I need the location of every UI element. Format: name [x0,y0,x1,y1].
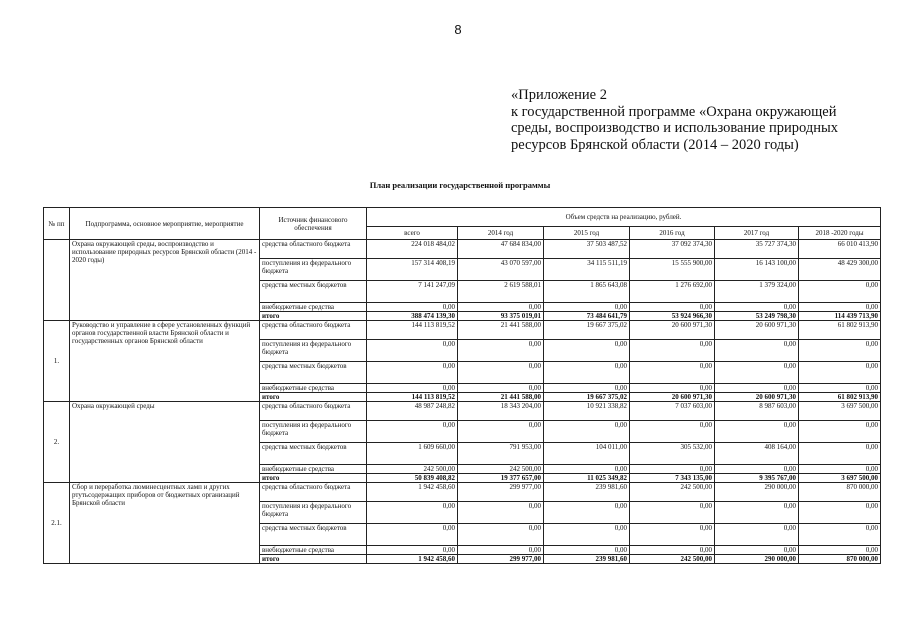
amount-cell: 7 141 247,09 [367,281,458,303]
amount-cell: 0,00 [630,546,715,555]
amount-cell: 239 981,60 [544,555,630,564]
amount-cell: 0,00 [544,546,630,555]
amount-cell: 1 609 660,00 [367,443,458,465]
amount-cell: 0,00 [367,340,458,362]
amount-cell: 0,00 [458,502,544,524]
amount-cell: 290 000,00 [715,483,799,502]
funding-source: средства областного бюджета [260,240,367,259]
funding-source: внебюджетные средства [260,384,367,393]
amount-cell: 242 500,00 [367,465,458,474]
funding-source: итого [260,312,367,321]
amount-cell: 21 441 588,00 [458,393,544,402]
amount-cell: 48 987 248,82 [367,402,458,421]
amount-cell: 18 343 204,00 [458,402,544,421]
amount-cell: 0,00 [367,502,458,524]
header-col-2017: 2017 год [715,227,799,240]
funding-source: поступления из федерального бюджета [260,421,367,443]
amount-cell: 0,00 [799,303,881,312]
row-number: 2.1. [44,483,70,564]
funding-source: средства местных бюджетов [260,362,367,384]
amount-cell: 20 600 971,30 [630,321,715,340]
activity-name: Охрана окружающей среды, воспроизводство и использование природных ресурсов Брянской области (2014 - 2020 годы) [70,240,260,321]
amount-cell: 0,00 [630,384,715,393]
header-source: Источник финансового обеспечения [260,208,367,240]
amount-cell: 224 018 484,02 [367,240,458,259]
funding-source: средства местных бюджетов [260,443,367,465]
amount-cell: 0,00 [715,546,799,555]
amount-cell: 1 865 643,08 [544,281,630,303]
funding-source: итого [260,474,367,483]
amount-cell: 1 379 324,00 [715,281,799,303]
amount-cell: 53 924 966,30 [630,312,715,321]
amount-cell: 1 942 458,60 [367,555,458,564]
amount-cell: 0,00 [630,421,715,443]
header-col-2014: 2014 год [458,227,544,240]
amount-cell: 20 600 971,30 [630,393,715,402]
amount-cell: 0,00 [715,340,799,362]
amount-cell: 0,00 [367,546,458,555]
amount-cell: 0,00 [715,303,799,312]
header-volume: Объем средств на реализацию, рублей. [367,208,881,227]
amount-cell: 0,00 [458,421,544,443]
amount-cell: 48 429 300,00 [799,259,881,281]
row-number: 2. [44,402,70,483]
amount-cell: 37 503 487,52 [544,240,630,259]
amount-cell: 0,00 [630,340,715,362]
amount-cell: 0,00 [367,384,458,393]
amount-cell: 20 600 971,30 [715,393,799,402]
amount-cell: 0,00 [367,524,458,546]
amount-cell: 0,00 [544,362,630,384]
amount-cell: 0,00 [799,524,881,546]
amount-cell: 0,00 [544,384,630,393]
amount-cell: 0,00 [458,524,544,546]
amount-cell: 0,00 [544,524,630,546]
funding-source: внебюджетные средства [260,546,367,555]
amount-cell: 19 667 375,02 [544,321,630,340]
funding-source: средства областного бюджета [260,483,367,502]
amount-cell: 19 377 657,00 [458,474,544,483]
amount-cell: 144 113 819,52 [367,393,458,402]
amount-cell: 2 619 588,01 [458,281,544,303]
plan-table [43,207,881,564]
funding-source: средства местных бюджетов [260,281,367,303]
amount-cell: 20 600 971,30 [715,321,799,340]
amount-cell: 93 375 019,01 [458,312,544,321]
amount-cell: 242 500,00 [458,465,544,474]
amount-cell: 791 953,00 [458,443,544,465]
amount-cell: 290 000,00 [715,555,799,564]
appendix-line: «Приложение 2 [511,87,607,103]
amount-cell: 0,00 [799,362,881,384]
amount-cell: 0,00 [458,340,544,362]
amount-cell: 388 474 139,30 [367,312,458,321]
funding-source: поступления из федерального бюджета [260,259,367,281]
amount-cell: 0,00 [715,421,799,443]
header-col-2018-2020: 2018 -2020 годы [799,227,881,240]
amount-cell: 0,00 [367,362,458,384]
activity-name: Сбор и переработка люминесцентных ламп и других ртутьсодержащих приборов от бюджетных организаций Брянской области [70,483,260,564]
header-col-2015: 2015 год [544,227,630,240]
amount-cell: 408 164,00 [715,443,799,465]
amount-cell: 35 727 374,30 [715,240,799,259]
amount-cell: 37 092 374,30 [630,240,715,259]
table-row [44,402,881,421]
amount-cell: 66 010 413,90 [799,240,881,259]
appendix-line: ресурсов Брянской области (2014 – 2020 годы) [511,136,799,153]
table-row [44,483,881,502]
funding-source: внебюджетные средства [260,303,367,312]
funding-source: средства местных бюджетов [260,524,367,546]
amount-cell: 0,00 [799,340,881,362]
amount-cell: 34 115 511,19 [544,259,630,281]
amount-cell: 3 697 500,00 [799,474,881,483]
amount-cell: 870 000,00 [799,555,881,564]
amount-cell: 104 011,00 [544,443,630,465]
amount-cell: 0,00 [458,362,544,384]
amount-cell: 144 113 819,52 [367,321,458,340]
header-num: № пп [44,208,70,240]
amount-cell: 0,00 [799,502,881,524]
amount-cell: 0,00 [544,421,630,443]
amount-cell: 0,00 [715,502,799,524]
funding-source: средства областного бюджета [260,321,367,340]
amount-cell: 8 987 603,00 [715,402,799,421]
funding-source: поступления из федерального бюджета [260,502,367,524]
amount-cell: 47 684 834,00 [458,240,544,259]
amount-cell: 53 249 798,30 [715,312,799,321]
table-row [44,321,881,340]
amount-cell: 7 343 135,00 [630,474,715,483]
amount-cell: 305 532,00 [630,443,715,465]
amount-cell: 242 500,00 [630,483,715,502]
amount-cell: 1 942 458,60 [367,483,458,502]
amount-cell: 0,00 [630,502,715,524]
amount-cell: 299 977,00 [458,555,544,564]
table-body [44,240,881,564]
amount-cell: 0,00 [799,281,881,303]
amount-cell: 0,00 [715,362,799,384]
header-col-2016: 2016 год [630,227,715,240]
amount-cell: 21 441 588,00 [458,321,544,340]
amount-cell: 0,00 [799,465,881,474]
amount-cell: 0,00 [544,465,630,474]
amount-cell: 0,00 [367,303,458,312]
amount-cell: 0,00 [630,465,715,474]
amount-cell: 0,00 [799,546,881,555]
funding-source: поступления из федерального бюджета [260,340,367,362]
activity-name: Руководство и управление в сфере установленных функций органов государственной власти Брянской области и государственных органов Брянской области [70,321,260,402]
amount-cell: 0,00 [630,524,715,546]
header-name: Подпрограмма, основное мероприятие, мероприятие [70,208,260,240]
activity-name: Охрана окружающей среды [70,402,260,483]
funding-source: внебюджетные средства [260,465,367,474]
funding-source: итого [260,393,367,402]
amount-cell: 61 802 913,90 [799,393,881,402]
amount-cell: 0,00 [458,546,544,555]
row-number [44,240,70,321]
amount-cell: 19 667 375,02 [544,393,630,402]
amount-cell: 3 697 500,00 [799,402,881,421]
appendix-line: к государственной программе «Охрана окружающей [511,103,837,120]
amount-cell: 0,00 [799,421,881,443]
funding-source: итого [260,555,367,564]
table-row [44,240,881,259]
amount-cell: 0,00 [630,303,715,312]
document-title: План реализации государственной программы [369,180,551,190]
amount-cell: 0,00 [799,384,881,393]
amount-cell: 11 025 349,82 [544,474,630,483]
amount-cell: 0,00 [544,502,630,524]
amount-cell: 299 977,00 [458,483,544,502]
amount-cell: 1 276 692,00 [630,281,715,303]
amount-cell: 0,00 [367,421,458,443]
amount-cell: 7 037 603,00 [630,402,715,421]
amount-cell: 157 314 408,19 [367,259,458,281]
amount-cell: 50 839 408,82 [367,474,458,483]
appendix-line: среды, воспроизводство и использование природных [511,120,838,136]
page-number: 8 [454,22,462,37]
amount-cell: 10 921 338,82 [544,402,630,421]
amount-cell: 0,00 [630,362,715,384]
funding-source: средства областного бюджета [260,402,367,421]
appendix-header [511,87,891,153]
amount-cell: 870 000,00 [799,483,881,502]
amount-cell: 15 555 900,00 [630,259,715,281]
header-col-total: всего [367,227,458,240]
amount-cell: 16 143 100,00 [715,259,799,281]
amount-cell: 0,00 [458,303,544,312]
amount-cell: 9 395 767,00 [715,474,799,483]
row-number: 1. [44,321,70,402]
amount-cell: 239 981,60 [544,483,630,502]
amount-cell: 0,00 [544,340,630,362]
amount-cell: 61 802 913,90 [799,321,881,340]
amount-cell: 43 070 597,00 [458,259,544,281]
amount-cell: 0,00 [544,303,630,312]
amount-cell: 0,00 [715,524,799,546]
amount-cell: 0,00 [458,384,544,393]
amount-cell: 242 500,00 [630,555,715,564]
amount-cell: 0,00 [799,443,881,465]
amount-cell: 114 439 713,90 [799,312,881,321]
amount-cell: 0,00 [715,384,799,393]
amount-cell: 73 484 641,79 [544,312,630,321]
amount-cell: 0,00 [715,465,799,474]
